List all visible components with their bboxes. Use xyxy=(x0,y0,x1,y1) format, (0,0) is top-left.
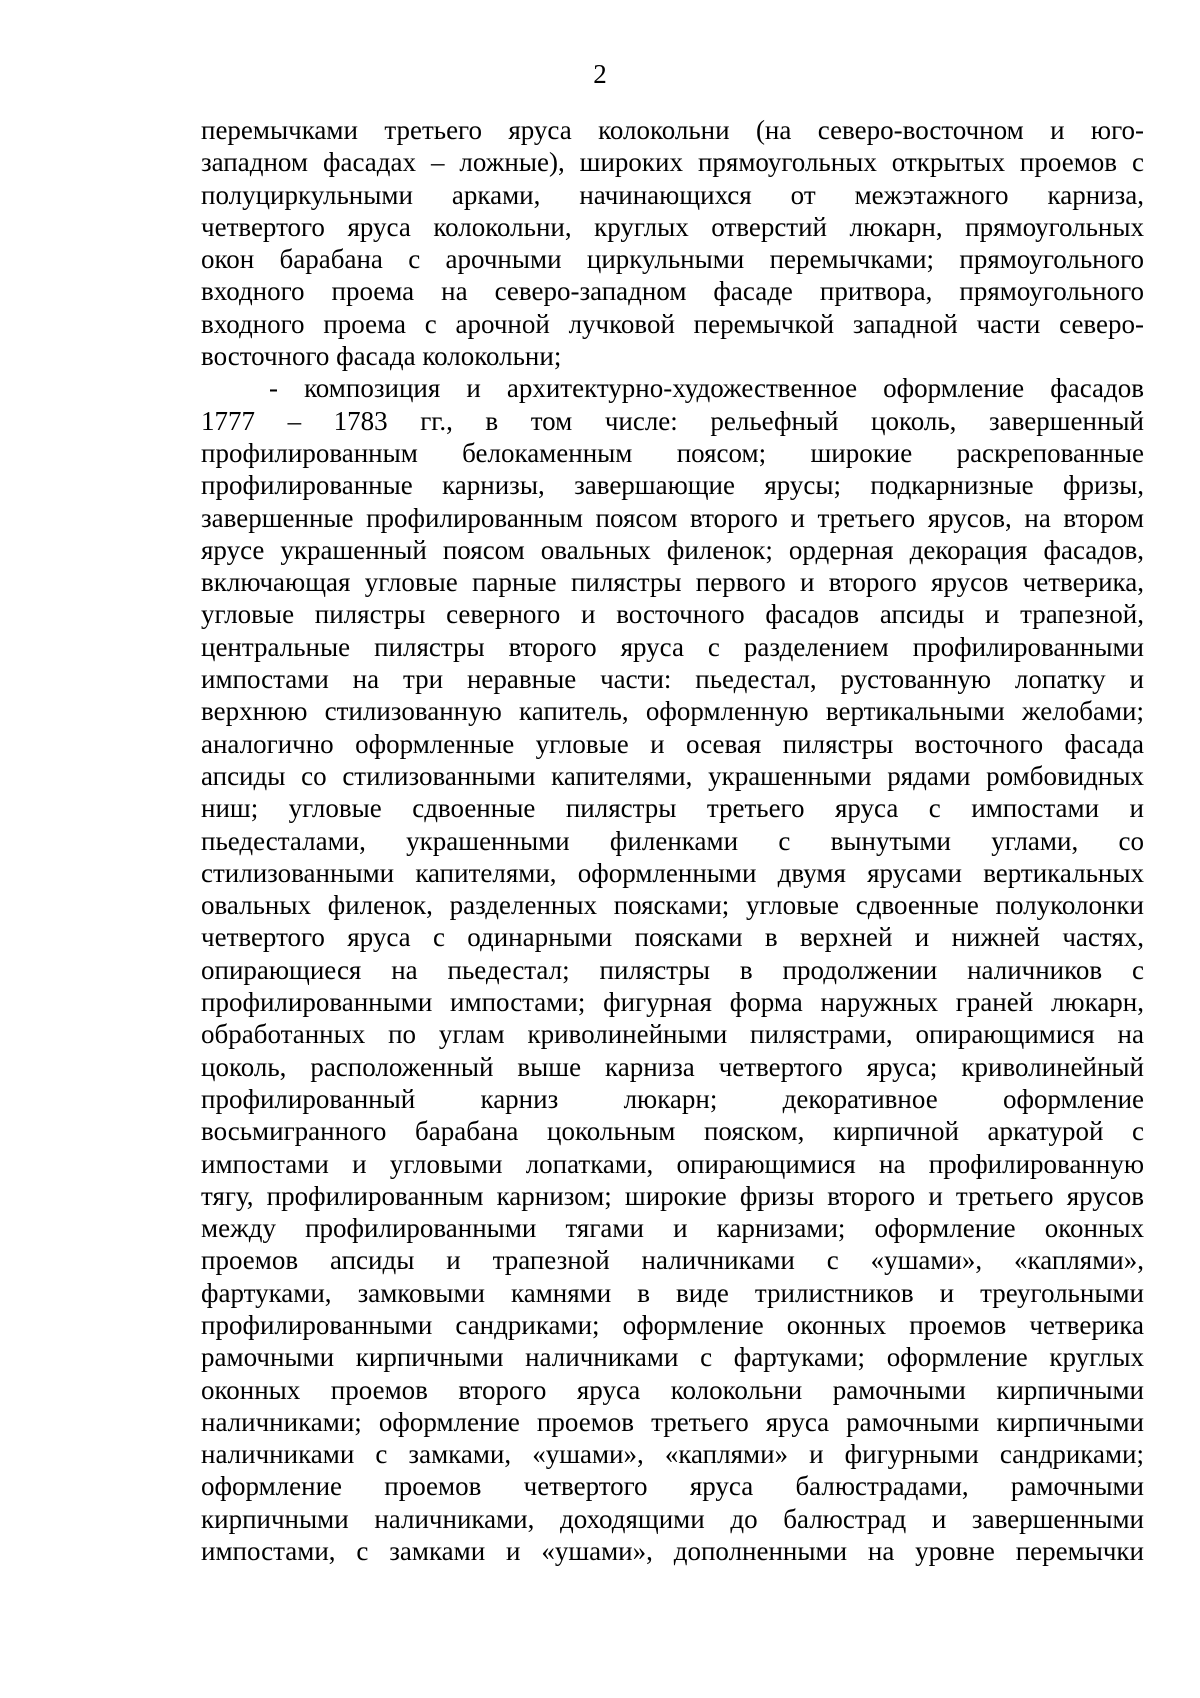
text-line: завершенные профилированным поясом второго и третьего ярусов, на втором xyxy=(201,502,1144,533)
text-line: перемычками третьего яруса колокольни (на северо-восточном и юго- xyxy=(201,115,1144,145)
text-line: профилированный карниз люкарн; декоративное оформление xyxy=(201,1083,1144,1114)
text-line: четвертого яруса с одинарными поясками в верхней и нижней частях, xyxy=(201,922,1144,953)
text-line: угловые пилястры северного и восточного фасадов апсиды и трапезной, xyxy=(201,599,1144,630)
text-line: пьедесталами, украшенными филенками с вынутыми углами, со xyxy=(201,825,1144,856)
text-line: импостами и угловыми лопатками, опирающимися на профилированную xyxy=(201,1148,1144,1179)
text-line: 1777 – 1783 гг., в том числе: рельефный цоколь, завершенный xyxy=(201,405,1144,436)
text-line: овальных филенок, разделенных поясками; угловые сдвоенные полуколонки xyxy=(201,890,1144,921)
text-line: аналогично оформленные угловые и осевая пилястры восточного фасада xyxy=(201,728,1144,759)
text-line: - композиция и архитектурно-художественное оформление фасадов xyxy=(269,373,1144,404)
text-line: входного проема с арочной лучковой перемычкой западной части северо- xyxy=(201,308,1144,339)
text-line: входного проема на северо-западном фасаде притвора, прямоугольного xyxy=(201,276,1144,307)
text-line: профилированные карнизы, завершающие ярусы; подкарнизные фризы, xyxy=(201,470,1144,501)
text-line: кирпичными наличниками, доходящими до балюстрад и завершенными xyxy=(201,1503,1144,1534)
text-line: профилированным белокаменным поясом; широкие раскрепованные xyxy=(201,437,1144,468)
text-line: включающая угловые парные пилястры первого и второго ярусов четверика, xyxy=(201,567,1144,598)
page-number: 2 xyxy=(593,59,607,89)
text-line: ниш; угловые сдвоенные пилястры третьего яруса с импостами и xyxy=(201,793,1144,824)
text-line: профилированными импостами; фигурная форма наружных граней люкарн, xyxy=(201,987,1144,1018)
text-line: опирающиеся на пьедестал; пилястры в продолжении наличников с xyxy=(201,954,1144,985)
text-line: тягу, профилированным карнизом; широкие фризы второго и третьего ярусов xyxy=(201,1180,1144,1211)
text-line: полуциркульными арками, начинающихся от межэтажного карниза, xyxy=(201,179,1144,210)
text-line: оконных проемов второго яруса колокольни рамочными кирпичными xyxy=(201,1374,1144,1405)
text-line: западном фасадах – ложные), широких прямоугольных открытых проемов с xyxy=(201,147,1144,178)
text-line: апсиды со стилизованными капителями, украшенными рядами ромбовидных xyxy=(201,760,1144,791)
text-line: фартуками, замковыми камнями в виде трилистников и треугольными xyxy=(201,1277,1144,1308)
text-line: импостами, с замками и «ушами», дополненными на уровне перемычки xyxy=(201,1536,1144,1567)
text-line: восьмигранного барабана цокольным пояском, кирпичной аркатурой с xyxy=(201,1116,1144,1147)
text-line: верхнюю стилизованную капитель, оформленную вертикальными желобами; xyxy=(201,696,1144,727)
text-line: между профилированными тягами и карнизами; оформление оконных xyxy=(201,1213,1144,1244)
text-line: обработанных по углам криволинейными пилястрами, опирающимися на xyxy=(201,1019,1144,1050)
text-line: проемов апсиды и трапезной наличниками с «ушами», «каплями», xyxy=(201,1245,1144,1276)
text-line: рамочными кирпичными наличниками с фартуками; оформление круглых xyxy=(201,1342,1144,1373)
text-line: четвертого яруса колокольни, круглых отверстий люкарн, прямоугольных xyxy=(201,211,1144,242)
text-line: цоколь, расположенный выше карниза четвертого яруса; криволинейный xyxy=(201,1051,1144,1082)
text-line: наличниками с замками, «ушами», «каплями» и фигурными сандриками; xyxy=(201,1439,1144,1470)
text-line: восточного фасада колокольни; xyxy=(201,341,562,372)
text-line: профилированными сандриками; оформление оконных проемов четверика xyxy=(201,1309,1144,1340)
text-line: ярусе украшенный поясом овальных филенок; ордерная декорация фасадов, xyxy=(201,534,1144,565)
text-line: оформление проемов четвертого яруса балюстрадами, рамочными xyxy=(201,1471,1144,1502)
text-line: импостами на три неравные части: пьедестал, рустованную лопатку и xyxy=(201,664,1144,695)
document-body xyxy=(201,114,1144,1567)
paragraph-2 xyxy=(201,372,1144,1567)
text-line: центральные пилястры второго яруса с разделением профилированными xyxy=(201,631,1144,662)
text-line: наличниками; оформление проемов третьего яруса рамочными кирпичными xyxy=(201,1406,1144,1437)
text-line: стилизованными капителями, оформленными двумя ярусами вертикальных xyxy=(201,857,1144,888)
paragraph-1 xyxy=(201,114,1144,372)
text-line: окон барабана с арочными циркульными перемычками; прямоугольного xyxy=(201,244,1144,275)
